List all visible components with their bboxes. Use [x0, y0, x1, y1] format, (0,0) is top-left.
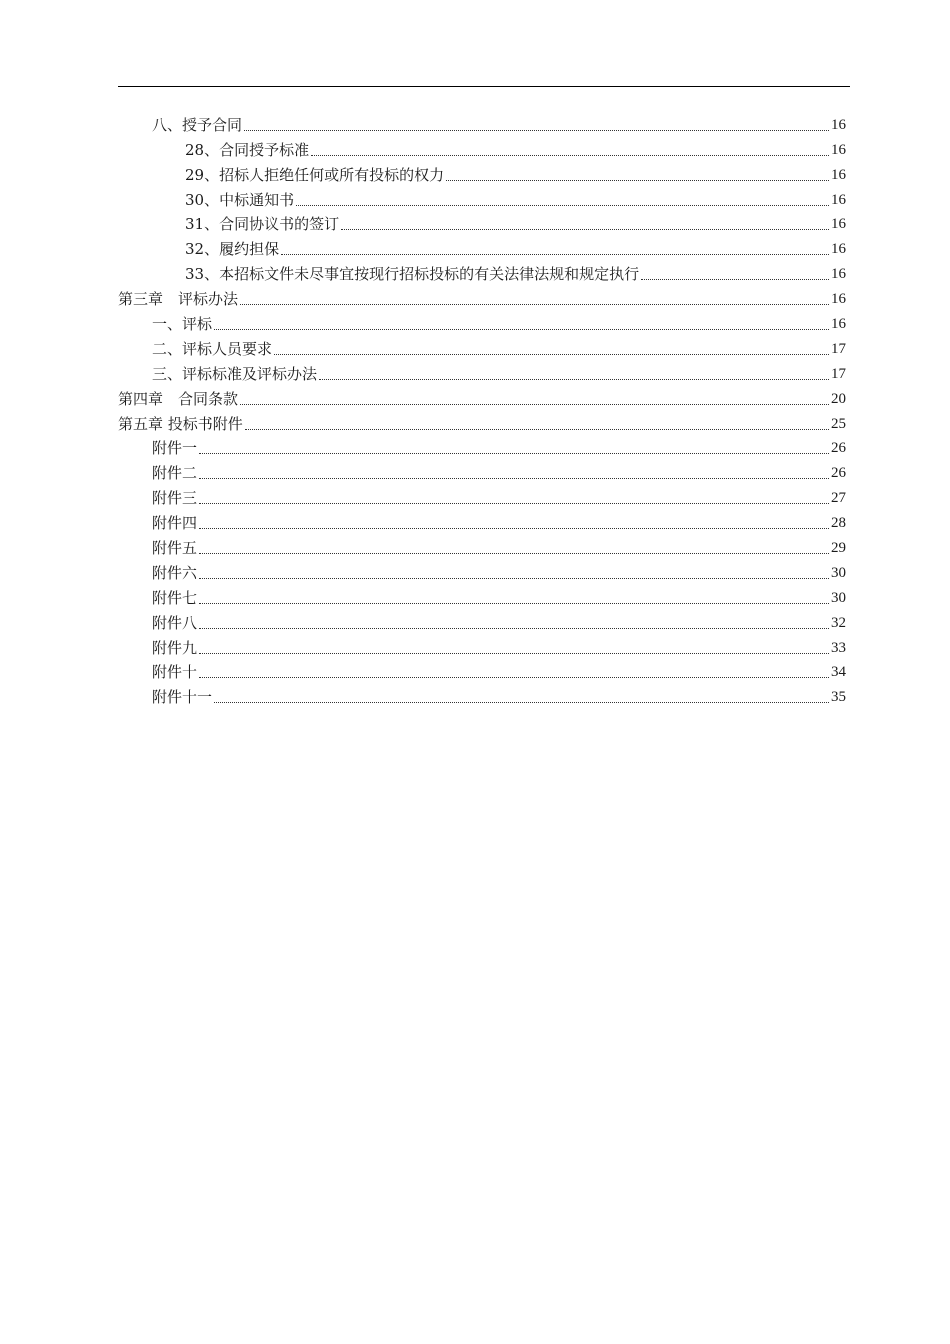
toc-entry[interactable]	[118, 507, 846, 532]
toc-entry-label: 32、履约担保	[185, 240, 280, 259]
dot-leader	[240, 304, 829, 305]
toc-entry-page-number: 16	[831, 216, 846, 233]
toc-entry[interactable]	[118, 607, 846, 632]
toc-entry-label: 附件六	[152, 563, 198, 582]
toc-entry-label: 附件八	[152, 613, 198, 632]
toc-entry-page-number: 25	[831, 415, 846, 432]
toc-entry-label: 附件五	[152, 539, 198, 558]
toc-entry[interactable]	[118, 258, 846, 283]
dot-leader	[199, 677, 829, 678]
toc-entry-page-number: 32	[831, 614, 846, 631]
dot-leader	[199, 603, 829, 604]
toc-entry-page-number: 20	[831, 390, 846, 407]
toc-entry-label: 第五章 投标书附件	[118, 414, 243, 433]
toc-entry-page-number: 26	[831, 440, 846, 457]
toc-entry-page-number: 33	[831, 639, 846, 656]
toc-entry[interactable]	[118, 184, 846, 209]
toc-entry-label: 附件三	[152, 489, 198, 508]
toc-entry[interactable]	[118, 433, 846, 458]
toc-entry-label: 附件七	[152, 588, 198, 607]
toc-entry[interactable]	[118, 557, 846, 582]
dot-leader	[446, 180, 829, 181]
dot-leader	[199, 478, 829, 479]
toc-entry-label: 29、招标人拒绝任何或所有投标的权力	[185, 165, 445, 184]
toc-entry[interactable]	[118, 233, 846, 258]
toc-entry-page-number: 17	[831, 365, 846, 382]
dot-leader	[244, 130, 829, 131]
toc-entry-label: 31、合同协议书的签订	[185, 215, 340, 234]
toc-entry-label: 附件十一	[152, 688, 213, 707]
toc-entry-page-number: 16	[831, 166, 846, 183]
toc-entry-page-number: 30	[831, 589, 846, 606]
toc-entry[interactable]	[118, 333, 846, 358]
dot-leader	[199, 503, 829, 504]
dot-leader	[214, 702, 829, 703]
toc-entry[interactable]	[118, 109, 846, 134]
dot-leader	[214, 329, 829, 330]
header-rule	[118, 86, 850, 87]
dot-leader	[341, 229, 829, 230]
dot-leader	[641, 279, 829, 280]
toc-entry-page-number: 35	[831, 689, 846, 706]
dot-leader	[311, 155, 829, 156]
toc-entry[interactable]	[118, 482, 846, 507]
dot-leader	[199, 578, 829, 579]
toc-entry[interactable]	[118, 657, 846, 682]
toc-entry-label: 三、评标标准及评标办法	[152, 364, 318, 383]
toc-entry-label: 第四章 合同条款	[118, 389, 239, 408]
toc-entry-page-number: 16	[831, 291, 846, 308]
dot-leader	[199, 453, 829, 454]
toc-entry-label: 附件二	[152, 464, 198, 483]
toc-entry-page-number: 29	[831, 540, 846, 557]
toc-entry[interactable]	[118, 532, 846, 557]
toc-entry-page-number: 34	[831, 664, 846, 681]
toc-entry-page-number: 16	[831, 116, 846, 133]
toc-entry-label: 33、本招标文件未尽事宜按现行招标投标的有关法律法规和规定执行	[185, 265, 640, 284]
toc-entry[interactable]	[118, 383, 846, 408]
toc-entry-label: 二、评标人员要求	[152, 339, 273, 358]
toc-entry[interactable]	[118, 582, 846, 607]
toc-entry[interactable]	[118, 209, 846, 234]
table-of-contents	[118, 109, 846, 706]
toc-entry-page-number: 16	[831, 191, 846, 208]
dot-leader	[296, 205, 829, 206]
toc-entry[interactable]	[118, 457, 846, 482]
dot-leader	[274, 354, 829, 355]
toc-entry-label: 第三章 评标办法	[118, 290, 239, 309]
dot-leader	[319, 379, 829, 380]
toc-entry[interactable]	[118, 358, 846, 383]
toc-entry-label: 附件一	[152, 439, 198, 458]
toc-entry[interactable]	[118, 681, 846, 706]
toc-entry[interactable]	[118, 632, 846, 657]
toc-entry-label: 附件九	[152, 638, 198, 657]
toc-entry-page-number: 16	[831, 241, 846, 258]
toc-entry[interactable]	[118, 408, 846, 433]
toc-entry-page-number: 16	[831, 266, 846, 283]
toc-entry-page-number: 17	[831, 340, 846, 357]
toc-entry-page-number: 26	[831, 465, 846, 482]
toc-entry-page-number: 27	[831, 490, 846, 507]
toc-entry[interactable]	[118, 134, 846, 159]
dot-leader	[240, 404, 829, 405]
toc-entry-label: 28、合同授予标准	[185, 140, 310, 159]
dot-leader	[199, 628, 829, 629]
dot-leader	[199, 653, 829, 654]
dot-leader	[281, 254, 829, 255]
toc-entry-page-number: 16	[831, 141, 846, 158]
toc-entry-label: 一、评标	[152, 315, 213, 334]
toc-entry-page-number: 30	[831, 564, 846, 581]
dot-leader	[199, 553, 829, 554]
toc-entry-label: 30、中标通知书	[185, 190, 295, 209]
toc-entry-page-number: 28	[831, 515, 846, 532]
dot-leader	[245, 429, 829, 430]
toc-entry-label: 附件十	[152, 663, 198, 682]
dot-leader	[199, 528, 829, 529]
toc-entry[interactable]	[118, 159, 846, 184]
toc-entry-label: 八、授予合同	[152, 115, 243, 134]
toc-entry[interactable]	[118, 283, 846, 308]
toc-entry-label: 附件四	[152, 514, 198, 533]
toc-entry[interactable]	[118, 308, 846, 333]
toc-entry-page-number: 16	[831, 316, 846, 333]
